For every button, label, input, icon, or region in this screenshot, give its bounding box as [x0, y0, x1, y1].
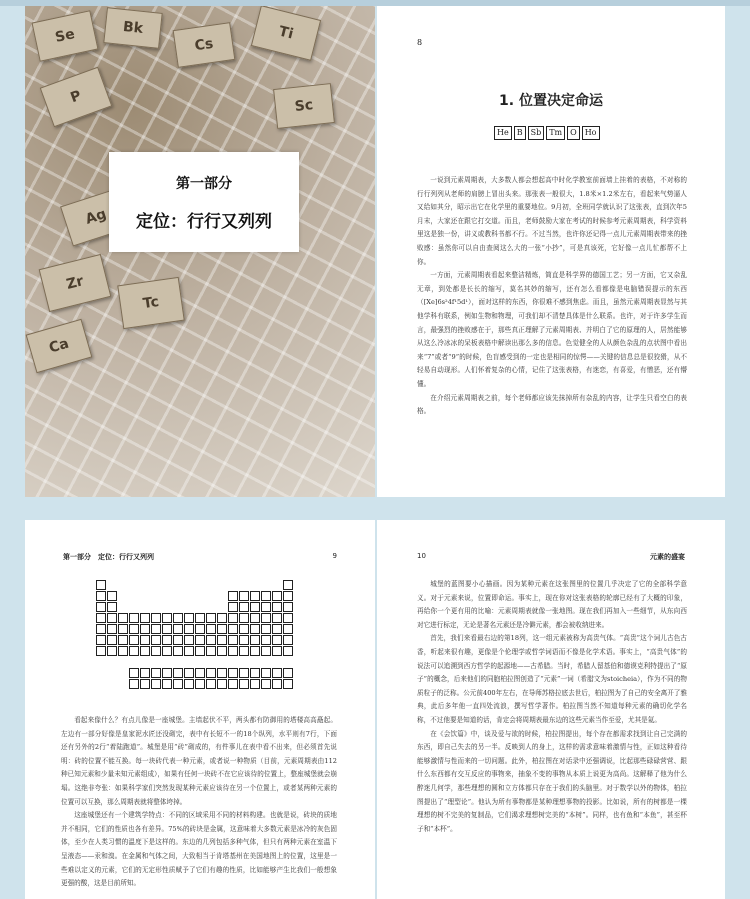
element-symbol: Sb: [528, 126, 545, 140]
table-cell: [217, 624, 227, 634]
element-symbols-row: [494, 126, 600, 140]
paragraph: 在介绍元素周期表之前，每个老师都应该先抹掉所有杂乱的内容，让学生只看空白的表格。: [417, 393, 687, 416]
paragraph: 首先，我们来看最右边的第18列，这一组元素被称为高贵气体。“高贵”这个词儿古色古香，听起来很有趣，更像是个伦理学或哲学词语而不像是化学术语。事实上，“高贵气体”的说法可以追溯到西方哲学的起源地——古希腊。当时，希腊人留基伯和德谟克利特提出了“原子”的概念，后来他们的同胞柏拉图创造了“元素”一词（希腊文为stoicheia），作为不同的物质粒子的泛称。公元前400年左右，在导师苏格拉底去世后，柏拉图为了自己的安全离开了雅典，此后多年他一直四处流浪，撰写哲学著作。柏拉图当然不知道每种元素的确切化学名称，不过他要是知道的话，肯定会将周期表最东边的这些元素当作至爱，尤其是氦。: [417, 634, 687, 724]
table-cell: [283, 613, 293, 623]
table-cell: [184, 668, 194, 678]
table-cell: [250, 646, 260, 656]
element-tile: Sc: [273, 83, 335, 129]
table-cell: [261, 635, 271, 645]
table-cell: [162, 624, 172, 634]
table-cell: [140, 679, 150, 689]
table-cell: [250, 602, 260, 612]
table-cell: [239, 624, 249, 634]
table-cell: [261, 591, 271, 601]
table-cell: [283, 580, 293, 590]
table-cell: [96, 591, 106, 601]
table-cell: [272, 668, 282, 678]
running-head: 第一部分 定位：行行又列列: [63, 553, 154, 561]
running-head: 元素的盛宴: [650, 553, 685, 561]
element-tile: Tc: [117, 277, 185, 329]
table-cell: [206, 679, 216, 689]
table-cell: [283, 646, 293, 656]
table-cell: [184, 679, 194, 689]
table-cell: [107, 635, 117, 645]
table-cell: [107, 602, 117, 612]
table-cell: [162, 613, 172, 623]
table-cell: [107, 624, 117, 634]
table-cell: [228, 668, 238, 678]
table-cell: [239, 646, 249, 656]
table-cell: [195, 624, 205, 634]
table-cell: [261, 613, 271, 623]
table-cell: [107, 613, 117, 623]
element-tile: Ag: [60, 187, 132, 246]
table-cell: [217, 679, 227, 689]
element-tile: Zr: [39, 254, 112, 312]
chapter-title: 1. 位置决定命运: [499, 93, 603, 109]
table-cell: [173, 613, 183, 623]
table-cell: [272, 624, 282, 634]
table-cell: [96, 602, 106, 612]
table-cell: [162, 679, 172, 689]
element-symbol: O: [567, 126, 580, 140]
element-tile: Ca: [26, 319, 93, 373]
table-cell: [96, 646, 106, 656]
paragraph: 看起来像什么？有点儿像是一座城堡。主墙起伏不平，两头都有防御用的塔楼高高矗起。左边有一部分好像是皇家泥水匠还没砌完，表中有长短不一的18个纵列，水平则有7行，下面还有另外的2行“着陆跑道”。城堡是用“砖”砌成的，有件事儿在表中看不出来，但必须首先说明：砖的位置不能互换。每一块砖代表一种元素，或者说一种物质（目前，元素周期表由112种已知元素和少量未知元素组成），如果有任何一块砖不在它应该待的位置上，整座城堡就会崩塌。这绝非夸张：如果科学家们突然发现某种元素应该待在另一个位置上，或者某两种元素的位置可以互换，那么周期表就将整体垮掉。: [61, 716, 337, 806]
element-tile: Cs: [173, 22, 236, 68]
table-cell: [173, 679, 183, 689]
table-cell: [195, 679, 205, 689]
table-cell: [173, 646, 183, 656]
table-cell: [151, 668, 161, 678]
table-cell: [162, 668, 172, 678]
table-cell: [206, 668, 216, 678]
paragraph: 这座城堡还有一个建筑学特点：不同的区域采用不同的材料构建。也就是说，砖块的质地并不相同，它们的性质也各有差异。75%的砖块是金属，这意味着大多数元素是冰冷的灰色固体，至少在人类习惯的温度下是这样的。东边的几列包括多种气体，但只有两种元素在室温下呈液态——汞和溴。在金属和气体之间，大致相当于肯塔基州在美国地图上的位置，这里是一些难以定义的元素，它们的无定形性质赋予了它们有趣的性质，比如能够产生比我们一般想象更强的酸，这是目前所知。: [61, 811, 337, 888]
table-cell: [184, 624, 194, 634]
table-cell: [151, 679, 161, 689]
table-cell: [140, 646, 150, 656]
table-cell: [129, 635, 139, 645]
table-cell: [107, 646, 117, 656]
table-cell: [228, 624, 238, 634]
table-cell: [140, 668, 150, 678]
table-cell: [239, 668, 249, 678]
element-tile: Bk: [103, 7, 162, 49]
table-cell: [250, 679, 260, 689]
table-cell: [272, 646, 282, 656]
table-cell: [184, 613, 194, 623]
table-cell: [239, 602, 249, 612]
table-cell: [228, 591, 238, 601]
table-cell: [272, 591, 282, 601]
paragraph: 城堡的蓝图要小心描画。因为某种元素在这张图里的位置几乎决定了它的全部科学意义。对于元素来说，位置即命运。事实上，现在你对这张表格的轮廓已经有了大概的印象，再给你一个更有用的比喻：元素周期表就像一张地图。现在我们再加入一些细节，从东向西对它进行标定，无论是著名元素还是冷僻元素，都会被收纳进来。: [417, 580, 687, 629]
table-cell: [283, 624, 293, 634]
element-tile: Ti: [251, 6, 321, 61]
table-cell: [140, 635, 150, 645]
table-cell: [173, 635, 183, 645]
periodic-table-outline: [96, 580, 296, 710]
table-cell: [206, 613, 216, 623]
part-subtitle: 定位：行行又列列: [136, 211, 272, 232]
body-text: [61, 714, 337, 891]
page-number: 9: [332, 552, 337, 560]
table-cell: [261, 646, 271, 656]
part-title-box: [109, 152, 299, 252]
table-cell: [250, 613, 260, 623]
table-cell: [129, 679, 139, 689]
table-cell: [195, 613, 205, 623]
element-symbol: He: [494, 126, 512, 140]
table-cell: [96, 635, 106, 645]
table-cell: [140, 613, 150, 623]
table-cell: [250, 635, 260, 645]
body-text: [417, 578, 687, 836]
table-cell: [129, 646, 139, 656]
element-symbol: B: [514, 126, 526, 140]
table-cell: [261, 668, 271, 678]
table-cell: [151, 613, 161, 623]
table-cell: [118, 635, 128, 645]
table-cell: [206, 646, 216, 656]
table-cell: [228, 679, 238, 689]
table-cell: [96, 580, 106, 590]
element-symbol: Ho: [582, 126, 600, 140]
paragraph: 一方面，元素周期表看起来整洁精炼，简直是科学界的德国工艺；另一方面，它又杂乱无章，到处都是长长的缩写，莫名其妙的缩写，还有怎么看都像是电脑错误提示的东西（[Xe]6s²4f¹5d¹），面对这样的东西，你很难不感到焦虑。而且，虽然元素周期表显然与其他学科有联系，例如生物和物理，可我们却不清楚具体是什么联系。也许，对于许多学生而言，最强烈的挫败感在于，那些真正理解了元素周期表、并明白了它的原理的人，居然能够从这么冷冰冰的呆板表格中解读出那么多的信息。色觉健全的人从颜色杂乱的点状图中看出来“7”或者“9”的时候，色盲感受到的一定也是相同的惊愕——关键的信息总是很狡猾，从不轻易自动现形。人们怀着复杂的心情，记住了这张表格，有迷恋，有喜爱，有憎恶，还有懵懂。: [417, 271, 687, 388]
table-cell: [151, 646, 161, 656]
table-cell: [261, 624, 271, 634]
table-cell: [195, 635, 205, 645]
table-cell: [129, 624, 139, 634]
table-cell: [283, 668, 293, 678]
table-cell: [118, 646, 128, 656]
table-cell: [261, 679, 271, 689]
table-cell: [228, 602, 238, 612]
table-cell: [217, 668, 227, 678]
table-cell: [239, 591, 249, 601]
element-tile: P: [40, 67, 113, 128]
table-cell: [283, 635, 293, 645]
table-cell: [184, 646, 194, 656]
table-cell: [272, 602, 282, 612]
table-cell: [129, 668, 139, 678]
table-cell: [217, 613, 227, 623]
table-cell: [272, 635, 282, 645]
table-cell: [162, 646, 172, 656]
table-cell: [283, 602, 293, 612]
page-number: 10: [417, 552, 426, 560]
table-cell: [217, 635, 227, 645]
table-cell: [250, 668, 260, 678]
table-cell: [206, 624, 216, 634]
element-tile: Se: [31, 10, 98, 62]
table-cell: [118, 624, 128, 634]
table-cell: [107, 591, 117, 601]
book-page-9: [25, 520, 375, 899]
table-cell: [151, 635, 161, 645]
table-cell: [195, 646, 205, 656]
table-cell: [283, 591, 293, 601]
table-cell: [173, 624, 183, 634]
table-cell: [239, 613, 249, 623]
table-cell: [217, 646, 227, 656]
table-cell: [195, 668, 205, 678]
table-cell: [151, 624, 161, 634]
part-cover-page: [25, 6, 375, 497]
table-cell: [272, 679, 282, 689]
table-cell: [96, 613, 106, 623]
page-number: 8: [417, 38, 423, 47]
table-cell: [228, 646, 238, 656]
table-cell: [272, 613, 282, 623]
table-cell: [228, 635, 238, 645]
element-symbol: Tm: [546, 126, 565, 140]
paragraph: 一说到元素周期表，大多数人都会想起高中时化学教室前面墙上挂着的表格，不对称的行行列列从老师的肩膀上冒出头来。那张表一般很大，1.8米×1.2米左右，看起来气势逼人又给如其分，昭示出它在化学里的重要地位。9月初，全班同学就认识了这张表，直到次年5月末，大家还在跟它打交道。而且，老师鼓励大家在考试的时候参考元素周期表，科学资料里这是独一份，讲义或教科书都不行。不过当然，也许你还记得一点儿元素周期表带来的挫败感：虽然你可以自由查阅这么大的一张“小抄”，可是真该死，它好像一点儿忙都帮不上你。: [417, 176, 687, 266]
table-cell: [184, 635, 194, 645]
body-text: [417, 174, 687, 419]
table-cell: [206, 635, 216, 645]
table-cell: [228, 613, 238, 623]
table-cell: [173, 668, 183, 678]
paragraph: 在《会饮篇》中，谈及爱与欲的时候，柏拉图提出，每个存在都需求找到让自己完满的东西，即自己失去的另一半。反映到人的身上，这样的需求意味着激情与性，正如这种看待能够激情与性而来的一切问题。此外，柏拉图在对话录中还强调说，比起那些碌碌营营、跟什么东西都有交互反应的事物来，抽象不变的事物从本质上说更为高尚。这解释了他为什么醉迷几何学，那些理想的圆和立方体都只存在于我们的头脑里。对于数学以外的物体，柏拉图提出了“理型论”。他认为所有事物都是某种理想事物的投影。比如说，所有的树都是一棵理想的树不完美的复制品，它们渴求理想树完美的“本树”。同样，也有鱼和“本鱼”，甚至杯子和“本杯”。: [417, 729, 687, 833]
table-cell: [96, 624, 106, 634]
chapter-page-8: [377, 6, 725, 497]
table-cell: [239, 679, 249, 689]
table-cell: [250, 624, 260, 634]
part-title: 第一部分: [176, 175, 232, 192]
table-cell: [118, 613, 128, 623]
table-cell: [261, 602, 271, 612]
table-cell: [239, 635, 249, 645]
book-page-10: [377, 520, 725, 899]
table-cell: [129, 613, 139, 623]
table-cell: [162, 635, 172, 645]
table-cell: [250, 591, 260, 601]
table-cell: [283, 679, 293, 689]
table-cell: [140, 624, 150, 634]
